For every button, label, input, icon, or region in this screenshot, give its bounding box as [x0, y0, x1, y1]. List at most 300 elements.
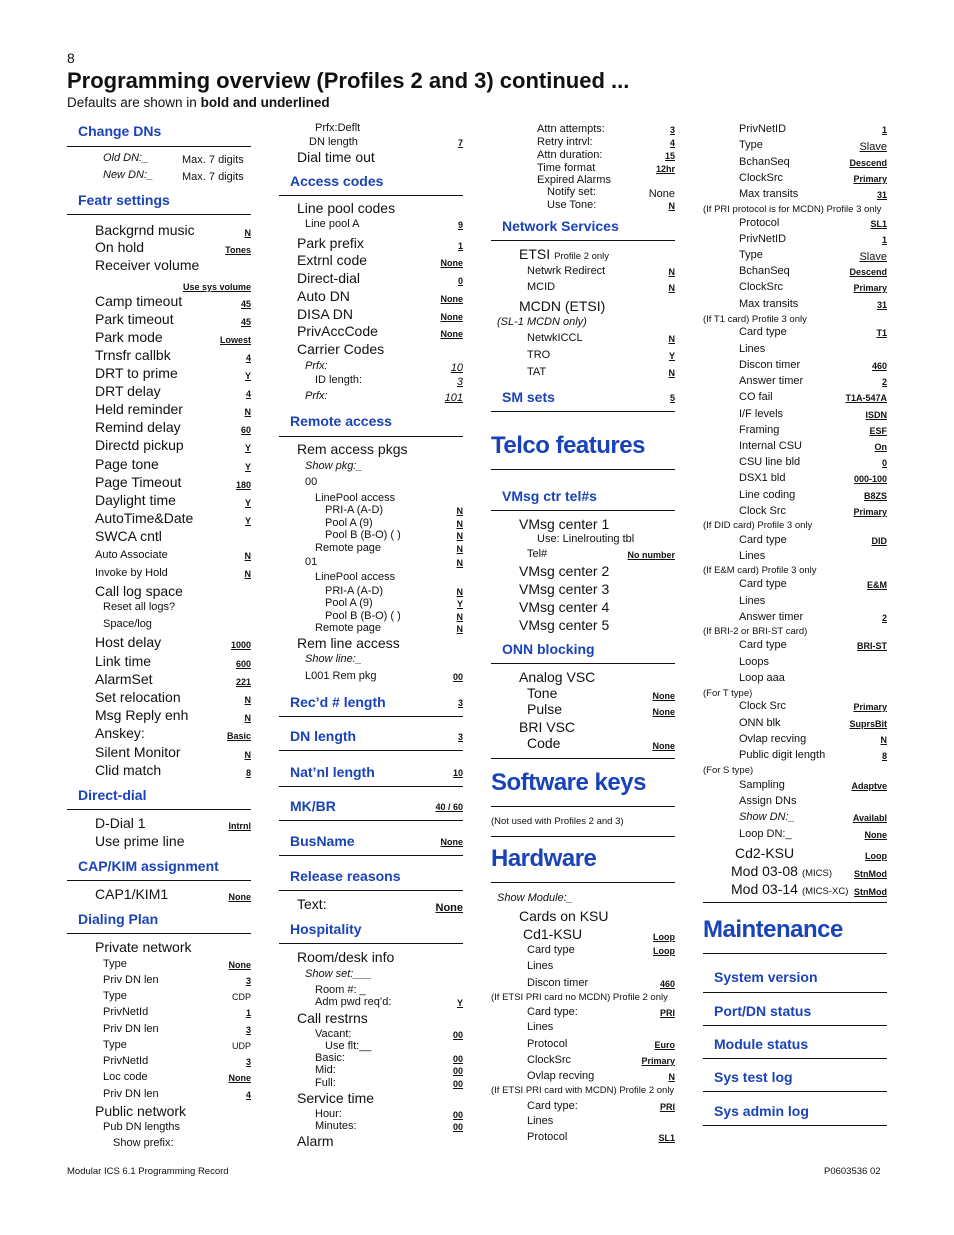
setting-default-value: Descend	[849, 158, 887, 168]
setting-label: VMsg center 5	[519, 617, 610, 633]
setting-default-value: E&M	[867, 580, 887, 590]
setting-default-value: 60	[240, 425, 251, 435]
setting-default-value: N	[456, 519, 463, 529]
setting-label: Card type	[739, 578, 787, 590]
setting-label: Time format	[537, 162, 596, 174]
setting-label: Cards on KSU	[519, 908, 609, 924]
setting-label: Priv DN len	[103, 1023, 159, 1035]
setting-label: New DN:_	[103, 169, 154, 181]
setting-default-value: 15	[664, 151, 675, 161]
setting-default-value: 1	[881, 235, 887, 245]
setting-label: Mod 03-14 (MICS-XC)	[731, 881, 849, 897]
setting-default-value: None	[864, 830, 887, 840]
setting-label: PRI-A (A-D)	[325, 504, 384, 516]
setting-label: Page tone	[95, 456, 159, 472]
setting-label: Mod 03-08 (MICS)	[731, 863, 833, 879]
setting-label: 01	[305, 556, 318, 568]
setting-label: Pub DN lengths	[103, 1121, 181, 1133]
setting-default-value: 00	[452, 1066, 463, 1076]
setting-label: Prfx:	[305, 360, 328, 372]
setting-label: Retry intrvl:	[537, 136, 593, 148]
setting-label: Use Tone:	[547, 199, 597, 211]
setting-default-value: T1A-547A	[845, 393, 887, 403]
setting-label: Cd2-KSU	[735, 845, 795, 861]
setting-label: Notify set:	[547, 186, 596, 198]
setting-label: Adm pwd req’d:	[315, 996, 392, 1008]
setting-default-value: N	[456, 506, 463, 516]
setting-label: CSU line bld	[739, 456, 801, 468]
setting-default-value: Intrnl	[228, 821, 251, 831]
setting-label: Line coding	[739, 489, 796, 501]
setting-default-value: 4	[669, 138, 675, 148]
section-divider	[703, 1125, 887, 1126]
defaults-prefix: Defaults are shown in	[67, 95, 201, 110]
setting-label: DRT delay	[95, 383, 161, 399]
setting-label: Type	[739, 139, 763, 151]
section-title: Featr settings	[78, 192, 170, 208]
setting-default-value: 00	[452, 1079, 463, 1089]
setting-default-value: On	[874, 442, 887, 452]
setting-default-value: Basic	[226, 731, 251, 741]
setting-label: Card type:	[527, 1006, 578, 1018]
setting-label: Ovlap recving	[527, 1070, 595, 1082]
setting-default-value: 7	[457, 138, 463, 148]
setting-label: Max transits	[739, 298, 799, 310]
setting-label: Room/desk info	[297, 949, 395, 965]
setting-default-value: Max. 7 digits	[182, 171, 244, 183]
setting-label: Receiver volume	[95, 257, 200, 273]
setting-label: Rem access pkgs	[297, 441, 408, 457]
setting-default-value: ESF	[869, 426, 887, 436]
setting-default-value: 3	[669, 125, 675, 135]
setting-label: Basic:	[315, 1052, 345, 1064]
setting-default-value: T1	[876, 328, 887, 338]
setting-label: (For S type)	[703, 765, 754, 776]
setting-label: Msg Reply enh	[95, 707, 189, 723]
setting-label: Hour:	[315, 1108, 342, 1120]
setting-label: VMsg center 3	[519, 581, 610, 597]
setting-default-value: Tones	[225, 245, 251, 255]
setting-label: DN length	[309, 136, 358, 148]
setting-default-value: N	[668, 1072, 675, 1082]
setting-label: DSX1 bld	[739, 472, 786, 484]
setting-default-value: 3	[245, 1057, 251, 1067]
section-divider	[491, 510, 675, 511]
setting-label-note: Profile 2 only	[554, 251, 610, 262]
setting-default-value: Lowest	[219, 335, 251, 345]
section-divider	[703, 1058, 887, 1059]
setting-label: Type	[103, 990, 127, 1002]
setting-label: DISA DN	[297, 306, 354, 322]
setting-default-value: 4	[245, 353, 251, 363]
setting-label: ID length:	[315, 374, 363, 386]
setting-label: Text:	[297, 896, 327, 912]
setting-default-value: 9	[457, 220, 463, 230]
setting-label: Alarm	[297, 1133, 334, 1149]
setting-label: (If DID card) Profile 3 only	[703, 520, 813, 531]
setting-label: Loc code	[103, 1071, 148, 1083]
section-divider	[279, 716, 463, 717]
setting-label: PrivNetId	[103, 1055, 149, 1067]
setting-label: CAP1/KIM1	[95, 886, 169, 902]
section-divider	[67, 214, 251, 215]
setting-label: Analog VSC	[519, 669, 596, 685]
setting-default-value: Primary	[853, 702, 887, 712]
setting-default-value: 12hr	[655, 164, 675, 174]
setting-default-value: None	[440, 329, 463, 339]
setting-label: TAT	[527, 366, 547, 378]
setting-label: Pulse	[527, 701, 563, 717]
section-default-value: None	[440, 837, 463, 847]
setting-label: Carrier Codes	[297, 341, 385, 357]
setting-label: Space/log	[103, 618, 152, 630]
setting-default-value: ISDN	[865, 410, 887, 420]
setting-label: Park timeout	[95, 311, 174, 327]
setting-label: Show line:_	[305, 653, 362, 665]
setting-label: Clid match	[95, 762, 162, 778]
section-divider	[491, 836, 675, 837]
setting-label: ONN blk	[739, 717, 781, 729]
setting-label: Dial time out	[297, 149, 375, 165]
setting-default-value: N	[456, 531, 463, 541]
setting-label: Show pkg:_	[305, 460, 363, 472]
setting-label: Pool B (B-O) ( )	[325, 529, 401, 541]
section-divider	[491, 663, 675, 664]
setting-label: Public network	[95, 1103, 187, 1119]
setting-label: Show prefix:	[113, 1137, 174, 1149]
section-default-value: 3	[457, 732, 463, 742]
setting-label: Lines	[739, 595, 766, 607]
setting-label: Line pool codes	[297, 200, 396, 216]
setting-default-value: N	[880, 735, 887, 745]
section-title: MK/BR	[290, 798, 336, 814]
setting-label: Cd1-KSU	[523, 926, 583, 942]
section-title: Port/DN status	[714, 1003, 812, 1019]
section-title: Nat’nl length	[290, 764, 375, 780]
setting-label: Mid:	[315, 1064, 336, 1076]
setting-label: Remote page	[315, 622, 382, 634]
setting-label: Show DN:_	[739, 811, 795, 823]
setting-label: Private network	[95, 939, 192, 955]
setting-default-value: 00	[452, 1122, 463, 1132]
setting-label: LinePool access	[315, 492, 396, 504]
setting-default-value: N	[456, 587, 463, 597]
setting-label: Pool B (B-O) ( )	[325, 610, 401, 622]
setting-default-value: N	[668, 201, 675, 211]
setting-label: Discon timer	[527, 977, 589, 989]
setting-label: (For T type)	[703, 688, 753, 699]
setting-default-value: Availabl	[852, 813, 887, 823]
setting-default-value: N	[244, 569, 251, 579]
section-title: SM sets	[502, 389, 555, 405]
setting-label: Extrnl code	[297, 252, 368, 268]
setting-label: Use: Linelrouting tbl	[537, 533, 635, 545]
setting-label: Minutes:	[315, 1120, 357, 1132]
setting-label: Lines	[739, 343, 766, 355]
setting-label: ClockSrc	[739, 172, 784, 184]
setting-default-value: DID	[871, 536, 887, 546]
section-divider	[279, 820, 463, 821]
setting-label: MCDN (ETSI)	[519, 298, 606, 314]
setting-label: LinePool access	[315, 571, 396, 583]
setting-label: Loop aaa	[739, 672, 785, 684]
section-divider	[279, 195, 463, 196]
section-title: CAP/KIM assignment	[78, 858, 219, 874]
section-divider	[491, 758, 675, 759]
section-divider	[67, 933, 251, 934]
setting-default-value: N	[244, 551, 251, 561]
setting-default-value: None	[228, 960, 251, 970]
setting-default-value: Y	[244, 498, 251, 508]
section-default-value: 10	[452, 768, 463, 778]
setting-default-value: 00	[452, 672, 463, 682]
section-title: Remote access	[290, 413, 392, 429]
section-title: VMsg ctr tel#s	[502, 488, 597, 504]
setting-label: Protocol	[527, 1038, 568, 1050]
setting-label: Discon timer	[739, 359, 801, 371]
section-divider	[279, 786, 463, 787]
section-divider	[279, 436, 463, 437]
setting-default-value: N	[456, 558, 463, 568]
setting-label: (SL-1 MCDN only)	[497, 316, 587, 328]
setting-label: Attn duration:	[537, 149, 603, 161]
setting-default-value: UDP	[231, 1041, 251, 1051]
setting-label: Internal CSU	[739, 440, 802, 452]
setting-label: Lines	[739, 550, 766, 562]
setting-label: Park mode	[95, 329, 163, 345]
setting-label: PRI-A (A-D)	[325, 585, 384, 597]
setting-label: Backgrnd music	[95, 222, 195, 238]
setting-label: Anskey:	[95, 725, 145, 741]
section-divider	[703, 1025, 887, 1026]
setting-default-value: Loop	[653, 946, 675, 956]
setting-label: ClockSrc	[739, 281, 784, 293]
setting-label: Held reminder	[95, 401, 183, 417]
setting-default-value: BRI-ST	[857, 641, 887, 651]
setting-label: Reset all logs?	[103, 601, 176, 613]
setting-label: Lines	[527, 1115, 554, 1127]
setting-label: Rem line access	[297, 635, 400, 651]
setting-label: Invoke by Hold	[95, 567, 168, 579]
setting-label: Vacant:	[315, 1028, 352, 1040]
setting-default-value: N	[244, 695, 251, 705]
setting-default-value: None	[652, 741, 675, 751]
setting-label: Directd pickup	[95, 437, 184, 453]
setting-label: Lines	[527, 1021, 554, 1033]
section-divider	[67, 146, 251, 147]
defaults-note	[67, 95, 330, 110]
setting-default-value: N	[456, 612, 463, 622]
setting-default-value: Loop	[653, 932, 675, 942]
setting-default-value: 101	[444, 392, 463, 404]
setting-label: Loops	[739, 656, 769, 668]
setting-label: Card type	[527, 944, 575, 956]
setting-label: Old DN:_	[103, 152, 149, 164]
setting-label: Type	[103, 958, 127, 970]
setting-default-value: Primary	[853, 174, 887, 184]
setting-default-value: 45	[240, 317, 251, 327]
section-divider	[491, 469, 675, 470]
setting-label: Pool A (9)	[325, 597, 373, 609]
setting-label: AutoTime&Date	[95, 510, 194, 526]
section-title: ONN blocking	[502, 641, 595, 657]
setting-label: Link time	[95, 653, 152, 669]
setting-label: Netwrk Redirect	[527, 265, 606, 277]
setting-label: Silent Monitor	[95, 744, 181, 760]
setting-default-value: 1	[457, 241, 463, 251]
setting-default-value: Loop	[865, 851, 887, 861]
setting-label: Clock Src	[739, 505, 787, 517]
setting-default-value: 31	[876, 190, 887, 200]
setting-default-value: 180	[235, 480, 251, 490]
setting-label: Framing	[739, 424, 780, 436]
setting-label: Clock Src	[739, 700, 787, 712]
setting-label: L001 Rem pkg	[305, 670, 377, 682]
setting-default-value: None	[228, 892, 251, 902]
section-title: Access codes	[290, 173, 384, 189]
section-divider	[491, 240, 675, 241]
setting-default-value: N	[668, 368, 675, 378]
setting-label: Remote page	[315, 542, 382, 554]
setting-label: Prfx:Deflt	[315, 122, 361, 134]
setting-default-value: Y	[244, 443, 251, 453]
setting-default-value: PRI	[659, 1102, 675, 1112]
setting-label: Trnsfr callbk	[95, 347, 171, 363]
setting-label: Card type:	[527, 1100, 578, 1112]
setting-default-value: StnMod	[854, 887, 887, 897]
setting-label: Line pool A	[305, 218, 360, 230]
setting-default-value: Slave	[859, 141, 887, 153]
setting-default-value: 10	[450, 362, 463, 374]
setting-default-value: 00	[452, 1030, 463, 1040]
setting-label: Service time	[297, 1090, 375, 1106]
section-default-value: 5	[669, 393, 675, 403]
section-divider	[703, 1091, 887, 1092]
setting-default-value: Max. 7 digits	[182, 154, 244, 166]
setting-label: On hold	[95, 239, 145, 255]
setting-default-value: Euro	[654, 1040, 675, 1050]
defaults-bold: bold and underlined	[200, 95, 330, 110]
setting-default-value: Y	[244, 516, 251, 526]
setting-default-value: StnMod	[854, 869, 887, 879]
setting-label: D-Dial 1	[95, 815, 146, 831]
setting-label: Host delay	[95, 634, 162, 650]
setting-default-value: N	[244, 407, 251, 417]
setting-default-value: None	[648, 188, 675, 200]
setting-default-value: 3	[245, 1025, 251, 1035]
setting-label: Direct-dial	[297, 270, 361, 286]
section-title: Dialing Plan	[78, 911, 159, 927]
section-divider	[703, 953, 887, 954]
setting-label: PrivNetId	[103, 1006, 149, 1018]
setting-label-note: (MICS-XC)	[801, 886, 849, 897]
setting-default-value: Slave	[859, 251, 887, 263]
setting-label: Remind delay	[95, 419, 181, 435]
section-title: Direct-dial	[78, 787, 147, 803]
setting-default-value: N	[244, 713, 251, 723]
setting-default-value: None	[435, 902, 463, 914]
setting-default-value: 4	[245, 389, 251, 399]
setting-label: DRT to prime	[95, 365, 178, 381]
setting-default-value: 45	[240, 299, 251, 309]
setting-label: BRI VSC	[519, 719, 576, 735]
setting-label: Set relocation	[95, 689, 181, 705]
setting-label: ClockSrc	[527, 1054, 572, 1066]
setting-default-value: N	[244, 228, 251, 238]
setting-default-value: N	[456, 544, 463, 554]
setting-label: Park prefix	[297, 235, 364, 251]
setting-label: (If ETSI PRI card no MCDN) Profile 2 only	[491, 992, 668, 1003]
setting-label: I/F levels	[739, 408, 784, 420]
setting-label: Auto DN	[297, 288, 350, 304]
footer-right: P0603536 02	[824, 1166, 881, 1177]
setting-default-value: Y	[244, 371, 251, 381]
setting-label: (If BRI-2 or BRI-ST card)	[703, 626, 808, 637]
setting-label: Card type	[739, 639, 787, 651]
setting-default-value: N	[668, 283, 675, 293]
setting-label: Pool A (9)	[325, 517, 373, 529]
setting-label: (If ETSI PRI card with MCDN) Profile 2 only	[491, 1085, 675, 1096]
setting-label: Loop DN:_	[739, 828, 792, 840]
setting-label: CO fail	[739, 391, 773, 403]
setting-default-value: None	[652, 707, 675, 717]
setting-label: Camp timeout	[95, 293, 183, 309]
setting-label: Show set:___	[305, 968, 372, 980]
section-title: Module status	[714, 1036, 809, 1052]
setting-default-value: 460	[871, 361, 887, 371]
setting-default-value: 8	[245, 768, 251, 778]
setting-label: PrivAccCode	[297, 323, 378, 339]
section-title: System version	[714, 969, 818, 985]
setting-default-value: 1	[881, 125, 887, 135]
setting-label: Card type	[739, 534, 787, 546]
setting-label: Public digit length	[739, 749, 826, 761]
setting-label: Lines	[527, 960, 554, 972]
section-divider	[491, 411, 675, 412]
setting-default-value: Adaptve	[851, 781, 887, 791]
setting-label: BchanSeq	[739, 265, 790, 277]
setting-label: NetwkICCL	[527, 332, 583, 344]
setting-default-value: N	[668, 334, 675, 344]
setting-label: AlarmSet	[95, 671, 153, 687]
setting-label: Type	[103, 1039, 127, 1051]
section-divider	[703, 902, 887, 903]
section-title: Hardware	[491, 845, 597, 872]
setting-default-value: 0	[457, 276, 463, 286]
footer-left: Modular ICS 6.1 Programming Record	[67, 1166, 229, 1177]
setting-default-value: PRI	[659, 1008, 675, 1018]
setting-label: Full:	[315, 1077, 336, 1089]
setting-label: (Not used with Profiles 2 and 3)	[491, 816, 624, 827]
setting-label: TRO	[527, 349, 551, 361]
setting-default-value: Descend	[849, 267, 887, 277]
setting-label: Call restrns	[297, 1010, 368, 1026]
section-title: Telco features	[491, 432, 645, 459]
section-title: DN length	[290, 728, 357, 744]
setting-default-value: Primary	[641, 1056, 675, 1066]
setting-default-value: N	[244, 750, 251, 760]
section-divider	[67, 880, 251, 881]
page-number: 8	[67, 50, 75, 66]
setting-default-value: 31	[876, 300, 887, 310]
section-title: Release reasons	[290, 868, 401, 884]
setting-default-value: 1000	[230, 640, 251, 650]
setting-label: Assign DNs	[739, 795, 797, 807]
setting-label: Daylight time	[95, 492, 176, 508]
setting-label: BchanSeq	[739, 156, 790, 168]
setting-label: (If PRI protocol is for MCDN) Profile 3 only	[703, 204, 882, 215]
setting-default-value: B8ZS	[863, 491, 887, 501]
